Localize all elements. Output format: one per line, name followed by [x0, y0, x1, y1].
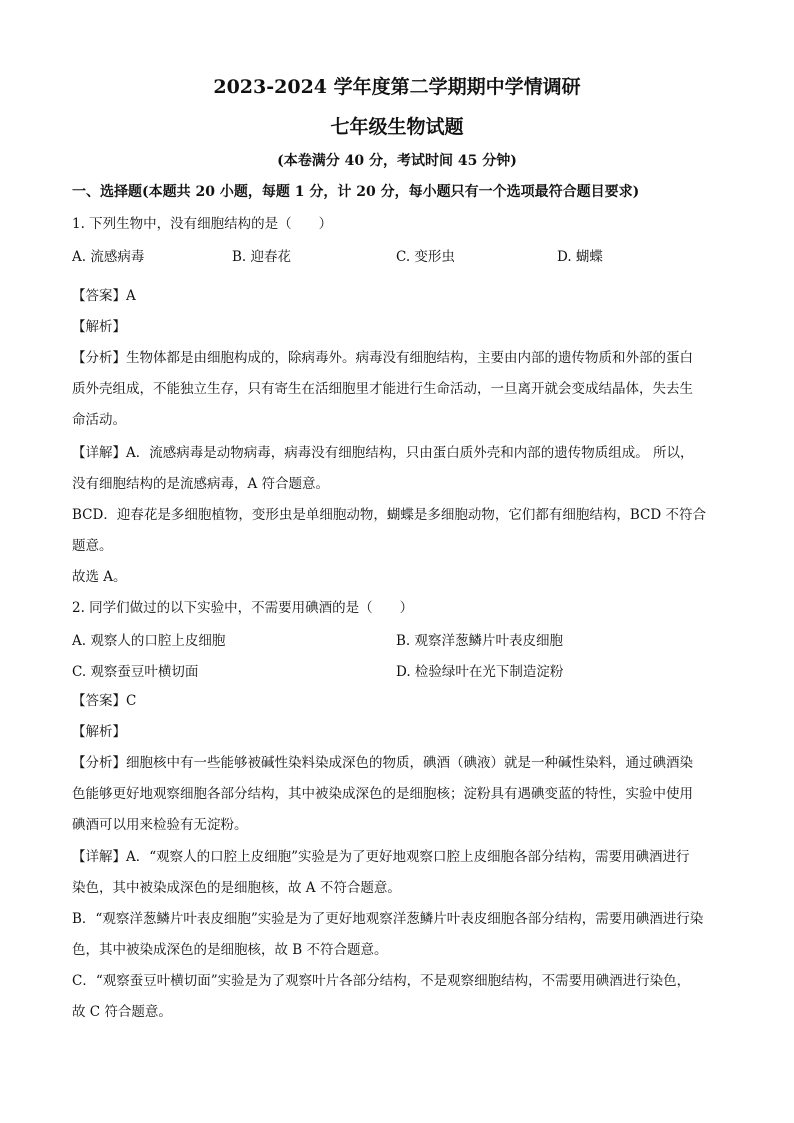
q2-analysis-line: 【分析】细胞核中有一些能够被碱性染料染成深色的物质，碘酒（碘液）就是一种碱性染料，通过碘酒染	[72, 755, 693, 771]
q1-stem: 1. 下列生物中，没有细胞结构的是（ ）	[72, 216, 333, 232]
section-heading: 一、选择题(本题共 20 小题，每题 1 分，计 20 分，每小题只有一个选项最符合题目要求)	[72, 184, 640, 200]
q2-detail-line: 色，其中被染成深色的是细胞核，故 B 不符合题意。	[72, 942, 388, 958]
q1-answer: 【答案】A	[72, 288, 136, 304]
exam-note: (本卷满分 40 分，考试时间 45 分钟)	[277, 153, 517, 169]
q1-analysis-line: 质外壳组成，不能独立生存，只有寄生在活细胞里才能进行生命活动，一旦离开就会变成结晶体，失去生	[72, 381, 693, 397]
q1-option-b: B. 迎春花	[232, 249, 292, 265]
q2-option-c: C. 观察蚕豆叶横切面	[72, 664, 199, 680]
q2-option-a: A. 观察人的口腔上皮细胞	[72, 633, 226, 649]
q2-analysis-line: 碘酒可以用来检验有无淀粉。	[72, 817, 248, 833]
exam-title: 2023-2024 学年度第二学期期中学情调研	[213, 76, 581, 98]
q2-detail-line: B．“观察洋葱鳞片叶表皮细胞”实验是为了更好地观察洋葱鳞片叶表皮细胞各部分结构，需要用碘酒进行染	[72, 911, 704, 927]
q2-option-b: B. 观察洋葱鳞片叶表皮细胞	[396, 633, 564, 649]
q1-analysis-line: 【分析】生物体都是由细胞构成的，除病毒外。病毒没有细胞结构，主要由内部的遗传物质和外部的蛋白	[72, 350, 693, 366]
q2-stem: 2. 同学们做过的以下实验中，不需要用碘酒的是（ ）	[72, 600, 414, 616]
q1-option-d: D. 蝴蝶	[557, 249, 603, 265]
q2-detail-line: 故 C 符合题意。	[72, 1004, 172, 1020]
q2-detail-line: 【详解】A．“观察人的口腔上皮细胞”实验是为了更好地观察口腔上皮细胞各部分结构，需要用碘酒进行	[72, 849, 690, 865]
q2-detail-line: 染色，其中被染成深色的是细胞核，故 A 不符合题意。	[72, 880, 401, 896]
q1-detail-line: 【详解】A．流感病毒是动物病毒，病毒没有细胞结构，只由蛋白质外壳和内部的遗传物质组成。 所以，	[72, 445, 694, 461]
q2-analysis-line: 色能够更好地观察细胞各部分结构，其中被染成深色的是细胞核；淀粉具有遇碘变蓝的特性，实验中使用	[72, 786, 693, 802]
q2-detail-line: C．“观察蚕豆叶横切面”实验是为了观察叶片各部分结构，不是观察细胞结构，不需要用碘酒进行染色，	[72, 973, 691, 989]
q2-answer: 【答案】C	[72, 693, 137, 709]
q1-option-a: A. 流感病毒	[72, 249, 145, 265]
q1-detail-line: 题意。	[72, 538, 113, 554]
q1-detail-line: BCD．迎春花是多细胞植物，变形虫是单细胞动物，蝴蝶是多细胞动物，它们都有细胞结构，BCD 不符合	[72, 507, 706, 523]
q1-option-c: C. 变形虫	[396, 249, 455, 265]
exam-subtitle: 七年级生物试题	[330, 116, 464, 138]
q2-option-d: D. 检验绿叶在光下制造淀粉	[396, 664, 564, 680]
q1-analysis-label: 【解析】	[72, 319, 126, 335]
q1-analysis-line: 命活动。	[72, 412, 126, 428]
q1-detail-line: 故选 A。	[72, 569, 127, 585]
q2-analysis-label: 【解析】	[72, 724, 126, 740]
q1-detail-line: 没有细胞结构的是流感病毒，A 符合题意。	[72, 476, 330, 492]
